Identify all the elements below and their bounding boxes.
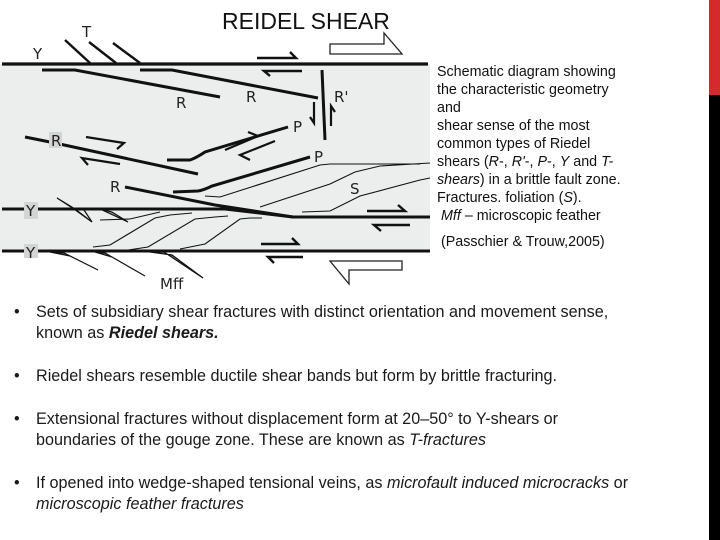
emphasis-riedel-shears: Riedel shears.	[108, 324, 219, 342]
slide-accent-strip-black	[709, 95, 720, 540]
label-r-prime: R'	[334, 88, 349, 106]
label-y-mid: Y	[26, 202, 36, 220]
diagram-caption	[437, 63, 652, 251]
mff-wedge-3	[50, 252, 98, 270]
label-t: T	[82, 23, 92, 41]
label-r-1: R	[176, 94, 187, 112]
caption-line: shear sense of the most	[437, 118, 590, 134]
label-mff: Mff	[160, 275, 184, 290]
bullet-marker: •	[14, 367, 20, 385]
bullet-marker: •	[14, 410, 20, 428]
t-fracture-3	[113, 43, 140, 63]
slide-title: REIDEL SHEAR	[222, 8, 390, 34]
caption-line: common types of Riedel	[437, 136, 591, 152]
bullet-item: • Extensional fractures without displacement form at 20–50° to Y-shears or boundaries of the gouge zone. These are known as T-fractures	[14, 410, 559, 449]
label-r-mid: R	[110, 178, 121, 196]
caption-line: Mff – microscopic feather	[440, 208, 601, 224]
caption-line: Schematic diagram showing	[437, 64, 616, 80]
t-fracture-2	[89, 42, 116, 63]
bullet-item: • If opened into wedge-shaped tensional veins, as microfault induced microcracks or microscopic feather fractures	[14, 474, 629, 513]
bullet-item: • Sets of subsidiary shear fractures with distinct orientation and movement sense, known as Riedel shears.	[14, 303, 609, 342]
label-p-1: P	[293, 118, 303, 136]
caption-line: shears) in a brittle fault zone.	[437, 172, 621, 188]
caption-line: the characteristic geometry	[437, 82, 609, 98]
label-y-top: Y	[33, 45, 43, 63]
sinistral-shear-sense-icon	[330, 261, 402, 284]
bullet-marker: •	[14, 474, 20, 492]
label-p-2: P	[314, 148, 324, 166]
caption-citation: (Passchier & Trouw,2005)	[440, 234, 605, 250]
caption-line: shears (R-, R'-, P-, Y and T-	[437, 154, 614, 170]
label-r-boxed: R	[51, 132, 62, 150]
fault-zone-band	[0, 64, 430, 252]
bullet-item: • Riedel shears resemble ductile shear bands but form by brittle fracturing.	[14, 367, 557, 385]
mff-wedge-4	[95, 252, 145, 276]
label-r-2: R	[246, 88, 257, 106]
dextral-shear-sense-icon	[330, 33, 402, 54]
label-y-bottom: Y	[26, 244, 36, 262]
top-arrow-right-icon	[257, 52, 296, 58]
low-arrow-left-icon	[268, 257, 303, 263]
bullet-marker: •	[14, 303, 20, 321]
emphasis-t-fractures: T-fractures	[409, 431, 486, 449]
caption-line: and	[437, 100, 461, 116]
label-s: S	[350, 180, 360, 198]
riedel-shear-diagram	[0, 0, 432, 290]
bullet-list	[14, 302, 704, 537]
slide-accent-strip-red	[709, 0, 720, 95]
t-fracture-1	[65, 40, 90, 63]
caption-line: Fractures. foliation (S).	[437, 190, 582, 206]
